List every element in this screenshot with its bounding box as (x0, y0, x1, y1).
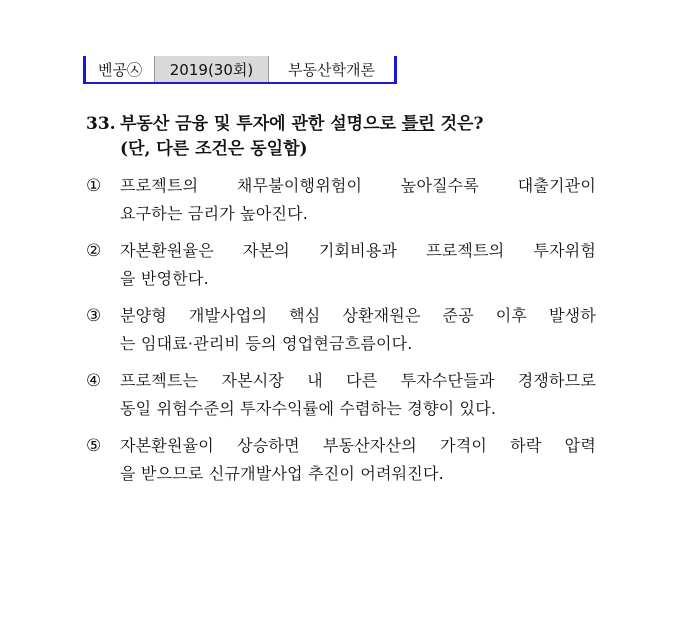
choice-text-line: 는 임대료·관리비 등의 영업현금흐름이다. (120, 334, 413, 353)
choice-3[interactable] (86, 302, 596, 358)
question-stem-underlined: 틀린 (401, 114, 435, 134)
choice-5[interactable] (86, 432, 596, 488)
choice-text (120, 432, 596, 488)
choice-text-line: 자본환원율은 자본의 기회비용과 프로젝트의 투자위험 (120, 241, 596, 260)
exam-source-label: 벤공㉦ (86, 56, 154, 82)
choice-text-line: 프로젝트의 채무불이행위험이 높아질수록 대출기관이 (120, 176, 596, 195)
question-stem-text: 부동산 금융 및 투자에 관한 설명으로 (120, 114, 402, 134)
choice-text-line: 을 받으므로 신규개발사업 추진이 어려워진다. (120, 464, 444, 483)
choice-marker: ② (86, 241, 102, 261)
choice-text-line: 자본환원율이 상승하면 부동산자산의 가격이 하락 압력 (120, 436, 596, 455)
question-note: (단, 다른 조건은 동일함) (120, 139, 308, 159)
choice-text-line: 을 반영한다. (120, 269, 209, 288)
choice-text (120, 237, 596, 293)
choice-marker: ④ (86, 371, 102, 391)
choice-text (120, 172, 596, 228)
choice-marker: ① (86, 176, 102, 196)
choice-2[interactable] (86, 237, 596, 293)
answer-choices (86, 172, 596, 497)
question-block (86, 112, 596, 162)
choice-text-line: 프로젝트는 자본시장 내 다른 투자수단들과 경쟁하므로 (120, 371, 596, 390)
choice-text-line: 동일 위험수준의 투자수익률에 수렴하는 경향이 있다. (120, 399, 497, 418)
choice-text (120, 367, 596, 423)
exam-subject-label: 부동산학개론 (269, 56, 394, 82)
question-number: 33. (86, 114, 116, 134)
exam-year-label: 2019(30회) (154, 56, 269, 82)
choice-text (120, 302, 596, 358)
question-stem (86, 112, 596, 137)
choice-marker: ③ (86, 306, 102, 326)
choice-1[interactable] (86, 172, 596, 228)
question-stem-end: 것은? (434, 114, 484, 134)
choice-marker: ⑤ (86, 436, 102, 456)
choice-text-line: 분양형 개발사업의 핵심 상환재원은 준공 이후 발생하 (120, 306, 596, 325)
choice-4[interactable] (86, 367, 596, 423)
choice-text-line: 요구하는 금리가 높아진다. (120, 204, 309, 223)
exam-header-bar (83, 56, 397, 84)
